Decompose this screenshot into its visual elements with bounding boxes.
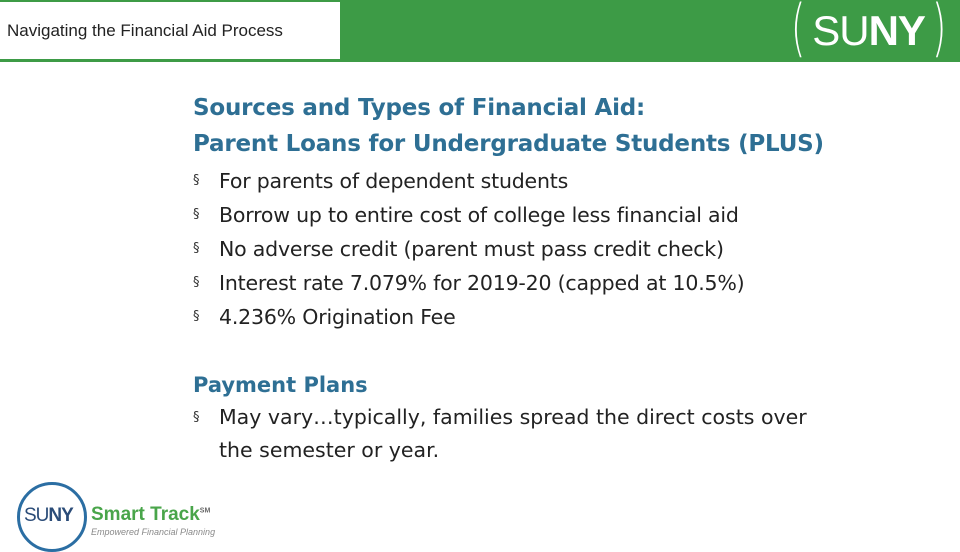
- bullet-text: Interest rate 7.079% for 2019-20 (capped at 10.5%): [219, 271, 745, 295]
- bullet-text: Borrow up to entire cost of college less financial aid: [219, 203, 739, 227]
- payment-plans-heading: Payment Plans: [193, 373, 368, 397]
- list-item: [193, 198, 933, 232]
- presentation-title: Navigating the Financial Aid Process: [7, 20, 283, 40]
- suny-logo: [786, 0, 951, 62]
- slide-heading-line-2: Parent Loans for Undergraduate Students (PLUS): [193, 131, 824, 157]
- logo-tagline: Empowered Financial Planning: [91, 527, 216, 537]
- bullet-text: 4.236% Origination Fee: [219, 305, 456, 329]
- logo-smart-track-text: Smart Track℠: [91, 504, 211, 525]
- suny-wordmark: SUNY: [812, 7, 925, 54]
- payment-plans-item: [193, 401, 933, 467]
- list-item: [193, 300, 933, 334]
- header-title-box: [0, 2, 340, 59]
- list-item: [193, 164, 933, 198]
- slide-content: [193, 90, 933, 467]
- header-bar: [0, 0, 960, 62]
- bullet-icon: §: [193, 410, 200, 425]
- logo-left-paren: (: [790, 0, 806, 64]
- bullet-icon: §: [193, 309, 200, 324]
- slide-heading-line-1: Sources and Types of Financial Aid:: [193, 95, 646, 121]
- bullet-icon: §: [193, 173, 200, 188]
- bullet-list: [193, 164, 933, 334]
- bullet-icon: §: [193, 275, 200, 290]
- bullet-icon: §: [193, 241, 200, 256]
- bullet-icon: §: [193, 207, 200, 222]
- logo-suny-text: SUNY: [24, 505, 73, 526]
- payment-plans-text: May vary…typically, families spread the direct costs over the semester or year.: [219, 405, 807, 462]
- suny-smart-track-logo: [15, 482, 215, 538]
- list-item: [193, 232, 933, 266]
- bullet-text: No adverse credit (parent must pass credit check): [219, 237, 724, 261]
- list-item: [193, 266, 933, 300]
- logo-right-paren: ): [931, 0, 947, 64]
- bullet-text: For parents of dependent students: [219, 169, 569, 193]
